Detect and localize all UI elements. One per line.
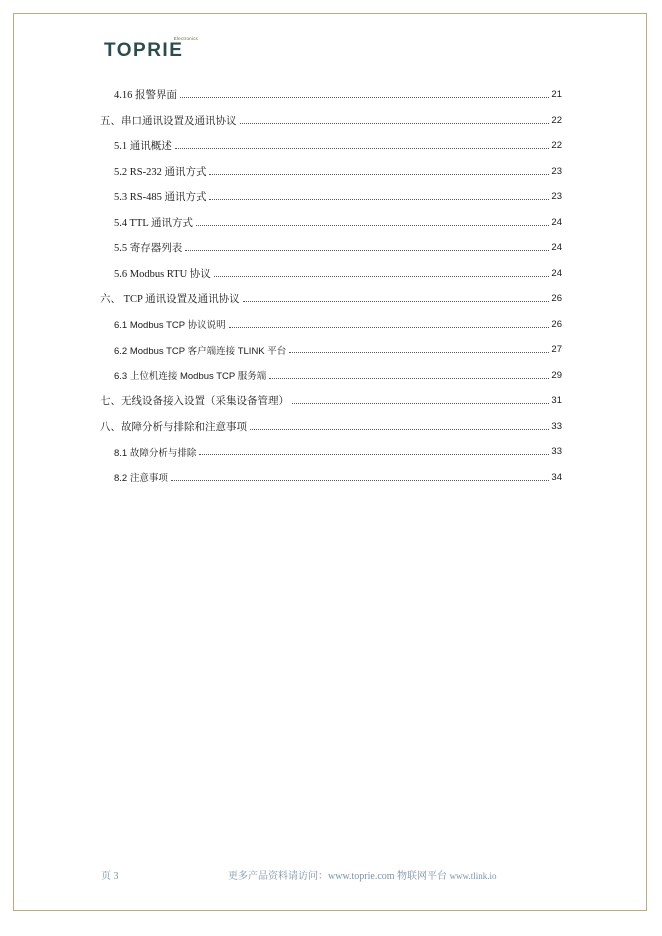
toc-entry-page: 22 — [551, 114, 562, 126]
toc-entry[interactable] — [100, 210, 562, 236]
toc-leader-dots — [269, 378, 549, 379]
toc-leader-dots — [196, 225, 549, 226]
toc-leader-dots — [292, 403, 549, 404]
toc-entry-page: 24 — [551, 242, 562, 254]
toc-leader-dots — [175, 148, 550, 149]
logo-brand: TOPRIE — [104, 40, 184, 61]
toc-entry-page: 27 — [551, 344, 562, 356]
toc-entry-page: 33 — [551, 420, 562, 432]
toc-entry[interactable] — [100, 337, 562, 363]
toc-entry-title: 6.3 上位机连接 Modbus TCP 服务端 — [114, 371, 267, 383]
footer-page-number: 页 3 — [101, 871, 119, 882]
toc-entry-title: 5.6 Modbus RTU 协议 — [114, 268, 211, 280]
toc-entry[interactable] — [100, 363, 562, 389]
toc-entry-page: 24 — [551, 216, 562, 228]
toc-leader-dots — [180, 97, 549, 98]
toc-entry[interactable] — [100, 261, 562, 287]
toc-entry[interactable] — [100, 184, 562, 210]
toprie-logo — [104, 36, 204, 62]
toc-leader-dots — [209, 199, 549, 200]
toc-entry-page: 31 — [551, 395, 562, 407]
toc-entry-page: 24 — [551, 267, 562, 279]
toc-entry-title: 八、故障分析与排除和注意事项 — [100, 421, 247, 433]
toc-leader-dots — [243, 301, 550, 302]
toc-leader-dots — [240, 123, 550, 124]
toc-leader-dots — [185, 250, 549, 251]
toc-leader-dots — [199, 454, 549, 455]
toc-leader-dots — [171, 480, 550, 481]
toc-entry[interactable] — [100, 388, 562, 414]
toc-entry-page: 26 — [551, 318, 562, 330]
toc-entry-page: 23 — [551, 191, 562, 203]
toc-entry-page: 29 — [551, 369, 562, 381]
toc-entry-page: 23 — [551, 165, 562, 177]
toc-entry[interactable] — [100, 414, 562, 440]
toc-entry-title: 七、无线设备接入设置（采集设备管理） — [100, 396, 289, 408]
toc-entry-title: 8.2 注意事项 — [114, 473, 168, 485]
footer-tlink-link[interactable]: www.tlink.io — [449, 871, 497, 881]
toc-entry-title: 5.2 RS-232 通讯方式 — [114, 166, 207, 178]
toc-leader-dots — [289, 352, 549, 353]
toc-leader-dots — [214, 276, 550, 277]
footer-info — [228, 867, 496, 882]
toc-entry[interactable] — [100, 286, 562, 312]
toc-entry[interactable] — [100, 465, 562, 491]
toc-entry-page: 33 — [551, 446, 562, 458]
toc-entry-title: 5.3 RS-485 通讯方式 — [114, 192, 207, 204]
toc-entry[interactable] — [100, 82, 562, 108]
toc-entry-page: 34 — [551, 471, 562, 483]
toc-entry-title: 4.16 报警界面 — [114, 90, 177, 102]
toc-entry[interactable] — [100, 235, 562, 261]
toc-entry[interactable] — [100, 439, 562, 465]
toc-entry-page: 22 — [551, 140, 562, 152]
toc-entry-title: 五、串口通讯设置及通讯协议 — [100, 115, 237, 127]
toc-leader-dots — [250, 429, 549, 430]
toc-leader-dots — [229, 327, 550, 328]
toc-entry[interactable] — [100, 108, 562, 134]
toc-entry-title: 6.1 Modbus TCP 协议说明 — [114, 320, 226, 332]
toc-leader-dots — [209, 174, 549, 175]
footer-info-text: 更多产品资料请访问：www.toprie.com 物联网平台 — [228, 871, 450, 882]
toc-entry-title: 5.1 通讯概述 — [114, 141, 172, 153]
toc-entry-title: 8.1 故障分析与排除 — [114, 447, 197, 459]
toc-entry-title: 六、 TCP 通讯设置及通讯协议 — [100, 294, 240, 306]
toc-entry[interactable] — [100, 159, 562, 185]
toc-entry[interactable] — [100, 133, 562, 159]
toc-entry-title: 5.4 TTL 通讯方式 — [114, 217, 194, 229]
toc-entry-title: 6.2 Modbus TCP 客户端连接 TLINK 平台 — [114, 345, 287, 357]
logo-subtitle: Electronics — [173, 36, 198, 41]
toc-entry-page: 26 — [551, 293, 562, 305]
table-of-contents — [100, 82, 562, 490]
toc-entry-title: 5.5 寄存器列表 — [114, 243, 183, 255]
toc-entry-page: 21 — [551, 89, 562, 101]
toc-entry[interactable] — [100, 312, 562, 338]
